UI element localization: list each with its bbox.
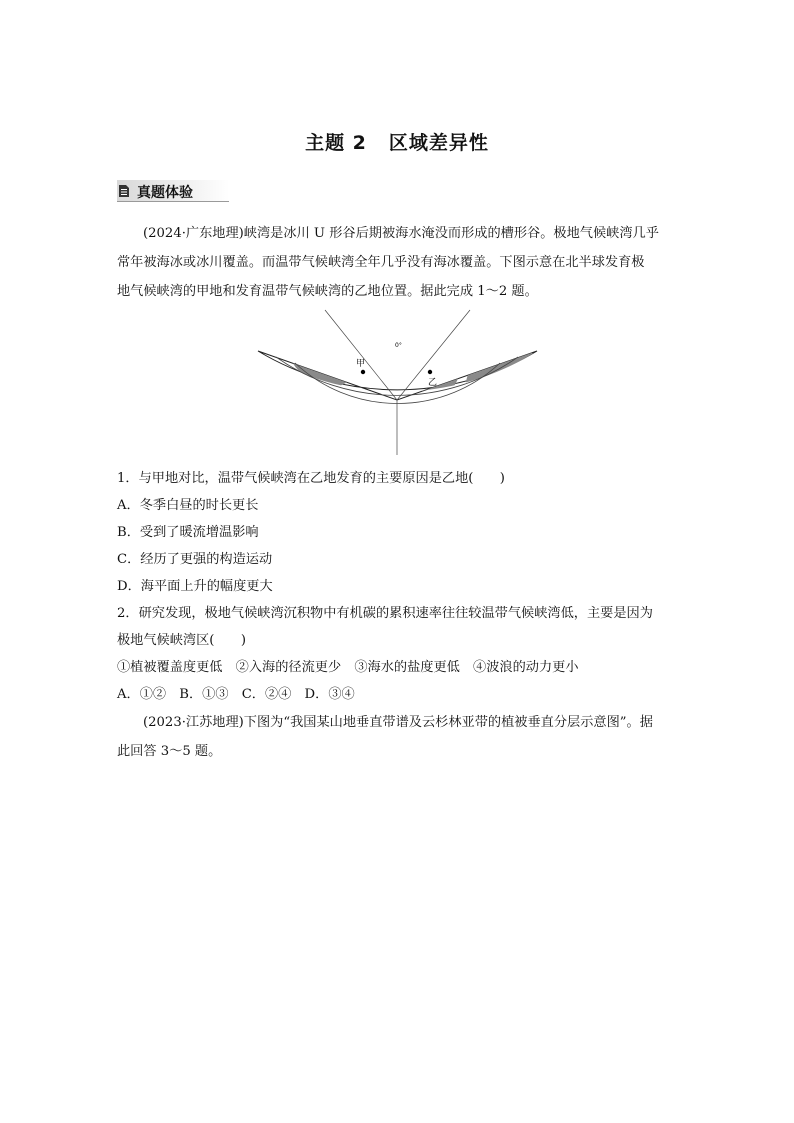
topic-name: 区域差异性 xyxy=(388,132,489,154)
topic-number: 主题 2 xyxy=(305,132,367,154)
q1-option-a: A．冬季白昼的时长更长 xyxy=(117,498,259,513)
intro1-line1: (2024·广东地理)峡湾是冰川 U 形谷后期被海水淹没而形成的槽形谷。极地气候峡湾几乎 xyxy=(143,226,659,241)
arctic-fjord-map xyxy=(250,305,545,455)
q1-stem: 1．与甲地对比，温带气候峡湾在乙地发育的主要原因是乙地( ) xyxy=(117,471,505,486)
intro1-line2: 常年被海冰或冰川覆盖。而温带气候峡湾全年几乎没有海冰覆盖。下图示意在北半球发育极 xyxy=(117,255,645,270)
section-label: 真题体验 xyxy=(137,185,193,201)
q1-option-d: D．海平面上升的幅度更大 xyxy=(117,579,273,594)
intro2-line2: 此回答 3～5 题。 xyxy=(117,744,222,759)
britain-landmass xyxy=(378,416,390,436)
russia-landmass xyxy=(455,336,535,455)
q1-option-b: B．受到了暖流增温影响 xyxy=(117,525,259,540)
point-jia-marker xyxy=(361,370,365,374)
point-yi-marker xyxy=(428,370,432,374)
canada-landmass xyxy=(260,364,295,402)
page-title xyxy=(0,128,794,155)
q2-stem-line2: 极地气候峡湾区( ) xyxy=(117,633,246,648)
section-header xyxy=(117,180,229,202)
q1-option-c: C．经历了更强的构造运动 xyxy=(117,552,273,567)
q2-choices: A．①② B．①③ C．②④ D．③④ xyxy=(117,687,355,702)
map-frame xyxy=(258,351,537,400)
europe-landmass xyxy=(390,431,490,455)
intro2-line1: (2023·江苏地理)下图为“我国某山地垂直带谱及云杉林亚带的植被垂直分层示意图”。据 xyxy=(143,715,653,730)
q2-items: ①植被覆盖度更低 ②入海的径流更少 ③海水的盐度更低 ④波浪的动力更小 xyxy=(117,660,579,675)
document-icon xyxy=(119,185,129,197)
point-jia-label: 甲 xyxy=(356,359,366,369)
meridian-zero-label: 0° xyxy=(395,342,402,349)
intro1-line3: 地气候峡湾的甲地和发育温带气候峡湾的乙地位置。据此完成 1～2 题。 xyxy=(117,284,538,299)
q2-stem-line1: 2．研究发现，极地气候峡湾沉积物中有机碳的累积速率往往较温带气候峡湾低，主要是因为 xyxy=(117,606,653,621)
point-yi-label: 乙 xyxy=(428,378,438,388)
